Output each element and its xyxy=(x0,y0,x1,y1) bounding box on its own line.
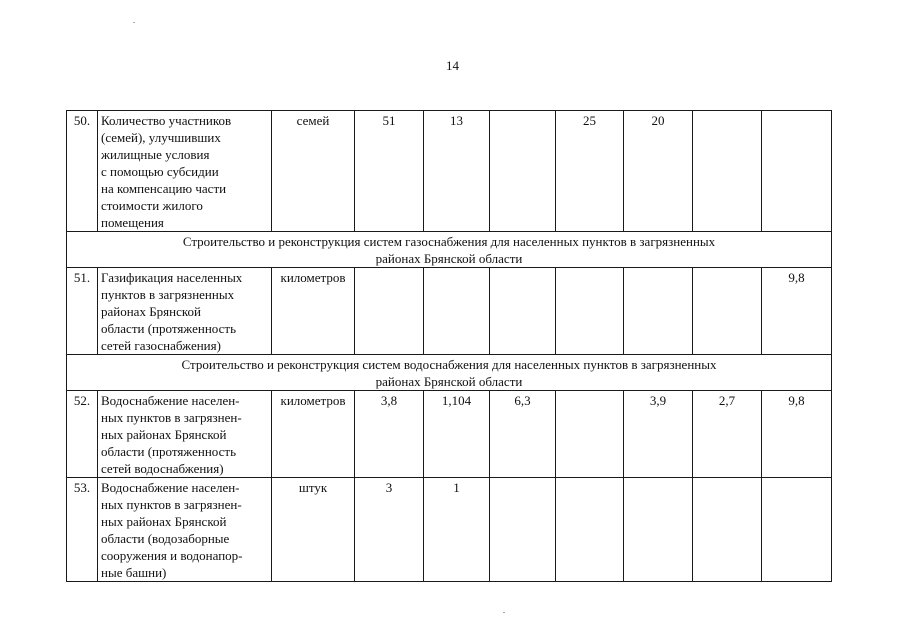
section-header-row xyxy=(67,232,832,268)
row-number: 51. xyxy=(67,268,98,355)
indicators-table xyxy=(66,110,832,582)
row-number: 50. xyxy=(67,111,98,232)
value-cell xyxy=(490,111,556,232)
value-cell: 20 xyxy=(624,111,693,232)
value-cell: 1 xyxy=(424,478,490,582)
value-cell xyxy=(624,478,693,582)
value-cell xyxy=(693,478,762,582)
unit-cell: километров xyxy=(272,391,355,478)
table-row xyxy=(67,391,832,478)
unit-cell: семей xyxy=(272,111,355,232)
table-row xyxy=(67,111,832,232)
value-cell: 13 xyxy=(424,111,490,232)
table-row xyxy=(67,478,832,582)
value-cell: 2,7 xyxy=(693,391,762,478)
indicator-name: Количество участников (семей), улучшивших жилищные условия с помощью субсидии на компенсацию части стоимости жилого помещения xyxy=(98,111,272,232)
value-cell: 9,8 xyxy=(762,391,832,478)
row-number: 53. xyxy=(67,478,98,582)
value-cell: 9,8 xyxy=(762,268,832,355)
section-header-row xyxy=(67,355,832,391)
indicator-name: Газификация населенных пунктов в загрязненных районах Брянской области (протяженность сетей газоснабжения) xyxy=(98,268,272,355)
section-title: Строительство и реконструкция систем газоснабжения для населенных пунктов в загрязненных районах Брянской области xyxy=(67,232,832,268)
value-cell xyxy=(556,268,624,355)
scan-speck xyxy=(503,612,505,613)
row-number: 52. xyxy=(67,391,98,478)
unit-cell: штук xyxy=(272,478,355,582)
value-cell xyxy=(424,268,490,355)
value-cell: 3,8 xyxy=(355,391,424,478)
value-cell xyxy=(490,268,556,355)
unit-cell: километров xyxy=(272,268,355,355)
value-cell: 6,3 xyxy=(490,391,556,478)
indicator-name: Водоснабжение населен- ных пунктов в загрязнен- ных районах Брянской области (водозаборные сооружения и водонапор- ные башни) xyxy=(98,478,272,582)
value-cell xyxy=(624,268,693,355)
value-cell: 3,9 xyxy=(624,391,693,478)
indicator-name: Водоснабжение населен- ных пунктов в загрязнен- ных районах Брянской области (протяженность сетей водоснабжения) xyxy=(98,391,272,478)
value-cell: 3 xyxy=(355,478,424,582)
page-number: 14 xyxy=(446,58,459,73)
section-title: Строительство и реконструкция систем водоснабжения для населенных пунктов в загрязненных районах Брянской области xyxy=(67,355,832,391)
scan-speck xyxy=(133,22,135,23)
value-cell xyxy=(762,478,832,582)
value-cell xyxy=(556,391,624,478)
value-cell: 51 xyxy=(355,111,424,232)
value-cell xyxy=(693,268,762,355)
value-cell xyxy=(762,111,832,232)
value-cell xyxy=(355,268,424,355)
value-cell: 25 xyxy=(556,111,624,232)
value-cell xyxy=(556,478,624,582)
table-row xyxy=(67,268,832,355)
value-cell xyxy=(490,478,556,582)
value-cell: 1,104 xyxy=(424,391,490,478)
value-cell xyxy=(693,111,762,232)
